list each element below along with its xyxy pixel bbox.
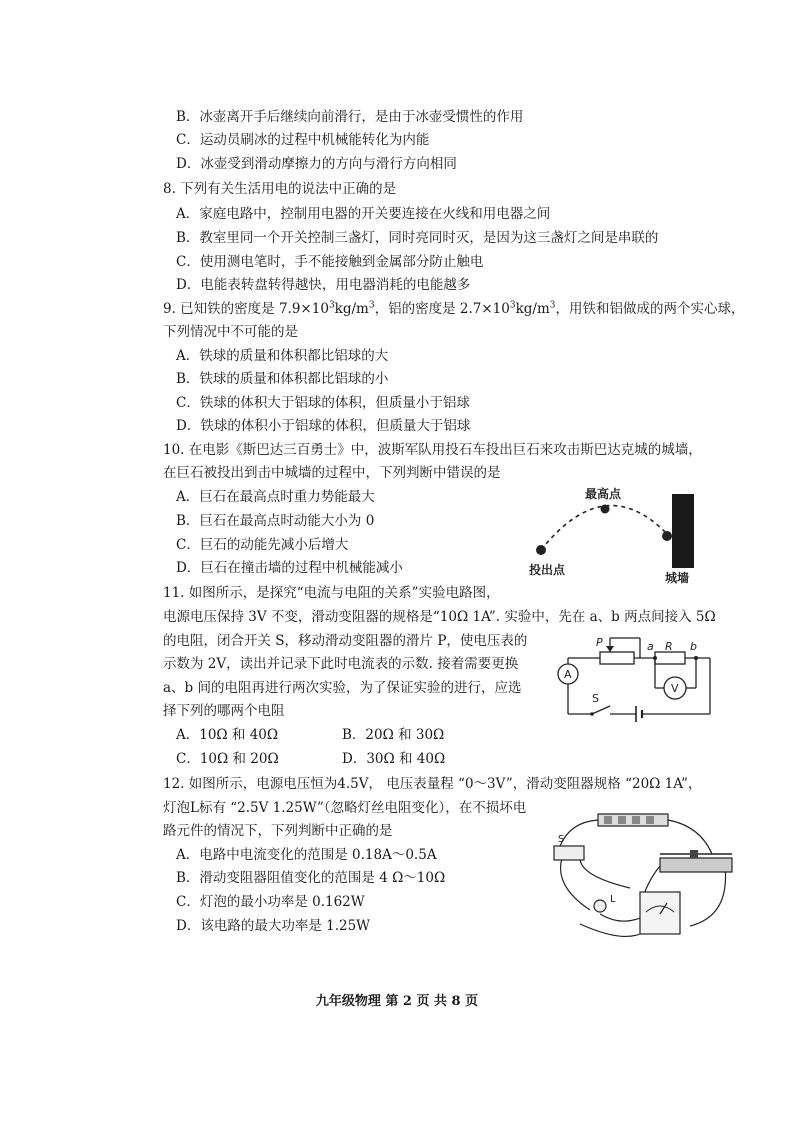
q11-line-5: a、b 间的电阻再进行两次实验，为了保证实验的进行，应选 [163, 680, 522, 696]
q11-line-1: 11. 如图所示，是探究“电流与电阻的关系”实验电路图， [163, 585, 500, 601]
q10-stem-1: 10. 在电影《斯巴达三百勇士》中，波斯军队用投石车投出巨石来攻击斯巴达克城的城墙， [163, 442, 702, 458]
q9-option-d: D．铁球的体积小于铝球的体积，但质量大于铝球 [176, 418, 471, 434]
svg-text:S: S [558, 834, 565, 845]
launch-point [536, 545, 546, 555]
q9-option-a: A．铁球的质量和体积都比铝球的大 [176, 348, 389, 364]
label-launch: 投出点 [529, 563, 566, 577]
q12-apparatus-figure [540, 806, 740, 946]
q10-option-c: C．巨石的动能先减小后增大 [176, 537, 349, 553]
switch-device [554, 846, 584, 860]
q12-line-2: 灯泡L标有 “2.5V 1.25W”（忽略灯丝电阻变化），在不损坏电 [163, 800, 527, 816]
q12-line-1: 12. 如图所示，电源电压恒为4.5V， 电压表量程 “0～3V”，滑动变阻器规格 “20Ω 1A”， [163, 776, 702, 792]
q8-option-d: D．电能表转盘转得越快，用电器消耗的电能越多 [176, 277, 471, 293]
q11-option-c: C．10Ω 和 20Ω [176, 751, 279, 767]
q7-option-b: B．冰壶离开手后继续向前滑行，是由于冰壶受惯性的作用 [176, 109, 524, 125]
q11-line-2: 电源电压保持 3V 不变，滑动变阻器的规格是“10Ω 1A”. 实验中，先在 a、b 两点间接入 5Ω [163, 609, 716, 625]
q8-stem: 8. 下列有关生活用电的说法中正确的是 [163, 181, 397, 197]
q7-option-d: D．冰壶受到滑动摩擦力的方向与滑行方向相同 [176, 156, 457, 172]
svg-text:V: V [671, 682, 679, 695]
q12-line-3: 路元件的情况下，下列判断中正确的是 [163, 823, 393, 839]
impact-point [662, 531, 672, 541]
q11-line-3: 的电阻，闭合开关 S，移动滑动变阻器的滑片 P，使电压表的 [163, 633, 528, 649]
q11-option-a: A．10Ω 和 40Ω [176, 727, 279, 743]
q10-option-b: B．巨石在最高点时动能大小为 0 [176, 513, 375, 529]
q11-option-b: B．20Ω 和 30Ω [342, 727, 445, 743]
svg-text:S: S [592, 692, 599, 705]
label-top: 最高点 [585, 487, 622, 501]
q12-option-a: A．电路中电流变化的范围是 0.18A～0.5A [176, 847, 437, 863]
q7-option-c: C．运动员刷冰的过程中机械能转化为内能 [176, 132, 430, 148]
lamp-l [594, 900, 606, 912]
q12-option-b: B．滑动变阻器阻值变化的范围是 4 Ω～10Ω [176, 870, 446, 886]
svg-text:P: P [596, 636, 603, 649]
page-footer: 九年级物理 第 2 页 共 8 页 [315, 994, 479, 1009]
switch-s [592, 706, 610, 714]
q12-option-c: C．灯泡的最小功率是 0.162W [176, 894, 365, 910]
q9-stem-2: 下列情况中不可能的是 [163, 324, 298, 340]
q11-circuit-figure [550, 630, 725, 722]
q9-stem: 9. 已知铁的密度是 $7.9\times 10^3kg/m^3$，铝的密度是 $2.7\times 10^3kg/m^3$，用铁和铝做成的两个实心球， [163, 300, 745, 317]
q11-option-d: D．30Ω 和 40Ω [342, 751, 446, 767]
q8-option-b: B．教室里同一个开关控制三盏灯，同时亮同时灭，是因为这三盏灯之间是串联的 [176, 230, 659, 246]
q11-line-4: 示数为 2V，读出并记录下此时电流表的示数. 接着需要更换 [163, 656, 519, 672]
rheostat-device [660, 858, 732, 872]
svg-text:a: a [647, 640, 654, 653]
q8-option-a: A．家庭电路中，控制用电器的开关要连接在火线和用电器之间 [176, 206, 551, 222]
svg-text:L: L [610, 894, 616, 905]
label-wall: 城墙 [665, 571, 690, 585]
svg-text:A: A [564, 668, 572, 681]
q10-option-d: D．巨石在撞击墙的过程中机械能减小 [176, 560, 403, 576]
q12-option-d: D．该电路的最大功率是 1.25W [176, 918, 371, 934]
q10-option-a: A．巨石在最高点时重力势能最大 [176, 489, 375, 505]
top-point [601, 505, 610, 514]
resistor-r [655, 652, 685, 664]
q8-option-c: C．使用测电笔时，手不能接触到金属部分防止触电 [176, 254, 484, 270]
q9-option-b: B．铁球的质量和体积都比铝球的小 [176, 371, 389, 387]
q10-stem-2: 在巨石被投出到击中城墙的过程中，下列判断中错误的是 [163, 465, 501, 481]
q9-option-c: C．铁球的体积大于铝球的体积，但质量小于铝球 [176, 395, 470, 411]
svg-text:R: R [665, 640, 673, 653]
q10-trajectory-figure [525, 478, 705, 588]
wall-block [672, 494, 694, 568]
rheostat [600, 652, 634, 664]
svg-text:b: b [690, 640, 697, 653]
q11-line-6: 择下列的哪两个电阻 [163, 703, 285, 719]
